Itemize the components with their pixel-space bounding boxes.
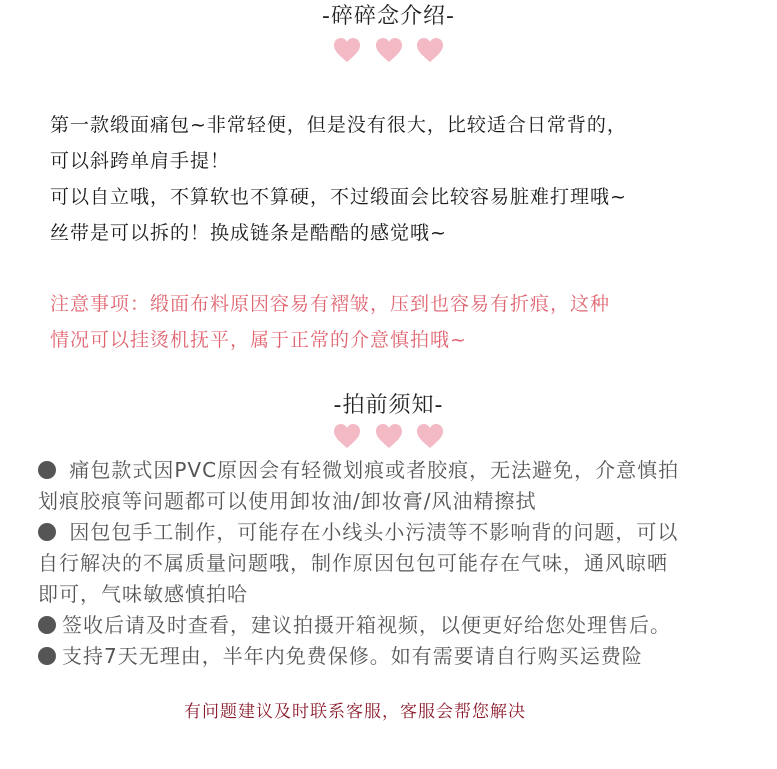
intro-line: 可以斜跨单肩手提！ [50,150,231,172]
bullet-dot-icon [38,616,56,634]
note-continuation: 即可，气味敏感慎拍哈 [38,582,248,606]
caution-paragraph [50,286,750,358]
note-item [38,517,748,548]
note-item [38,641,748,672]
heart-icon [333,423,361,449]
heart-icon [375,423,403,449]
contact-service-note: 有问题建议及时联系客服，客服会帮您解决 [184,702,526,722]
intro-paragraph [50,107,750,251]
heart-row-intro [0,37,777,65]
heart-icon [333,37,361,63]
heart-icon [375,37,403,63]
intro-line: 第一款缎面痛包~非常轻便，但是没有很大，比较适合日常背的， [50,114,627,136]
notes-list [38,455,748,672]
note-text: 因包包手工制作，可能存在小线头小污渍等不影响背的问题，可以 [69,520,679,544]
note-item [38,610,748,641]
section-title-intro: -碎碎念介绍- [322,4,455,29]
note-text: 签收后请及时查看，建议拍摄开箱视频，以便更好给您处理售后。 [62,613,671,637]
note-text: 支持7天无理由，半年内免费保修。如有需要请自行购买运费险 [62,644,643,668]
caution-line: 情况可以挂烫机抚平，属于正常的介意慎拍哦~ [50,329,467,351]
bullet-dot-icon [38,647,56,665]
intro-line: 可以自立哦，不算软也不算硬，不过缎面会比较容易脏难打理哦~ [50,186,627,208]
heart-icon [416,423,444,449]
section-title-notice: -拍前须知- [333,393,444,418]
note-text: 痛包款式因PVC原因会有轻微划痕或者胶痕，无法避免，介意慎拍 [69,458,680,482]
note-continuation: 自行解决的不属质量问题哦，制作原因包包可能存在气味，通风晾晒 [38,551,668,575]
intro-line: 丝带是可以拆的！换成链条是酷酷的感觉哦~ [50,222,447,244]
bullet-dot-icon [38,461,56,479]
bullet-dot-icon [38,523,56,541]
caution-line: 注意事项：缎面布料原因容易有褶皱，压到也容易有折痕，这种 [50,293,611,315]
heart-row-notice [0,423,777,451]
note-item [38,455,748,486]
note-continuation: 划痕胶痕等问题都可以使用卸妆油/卸妆膏/风油精擦拭 [38,489,537,513]
heart-icon [416,37,444,63]
